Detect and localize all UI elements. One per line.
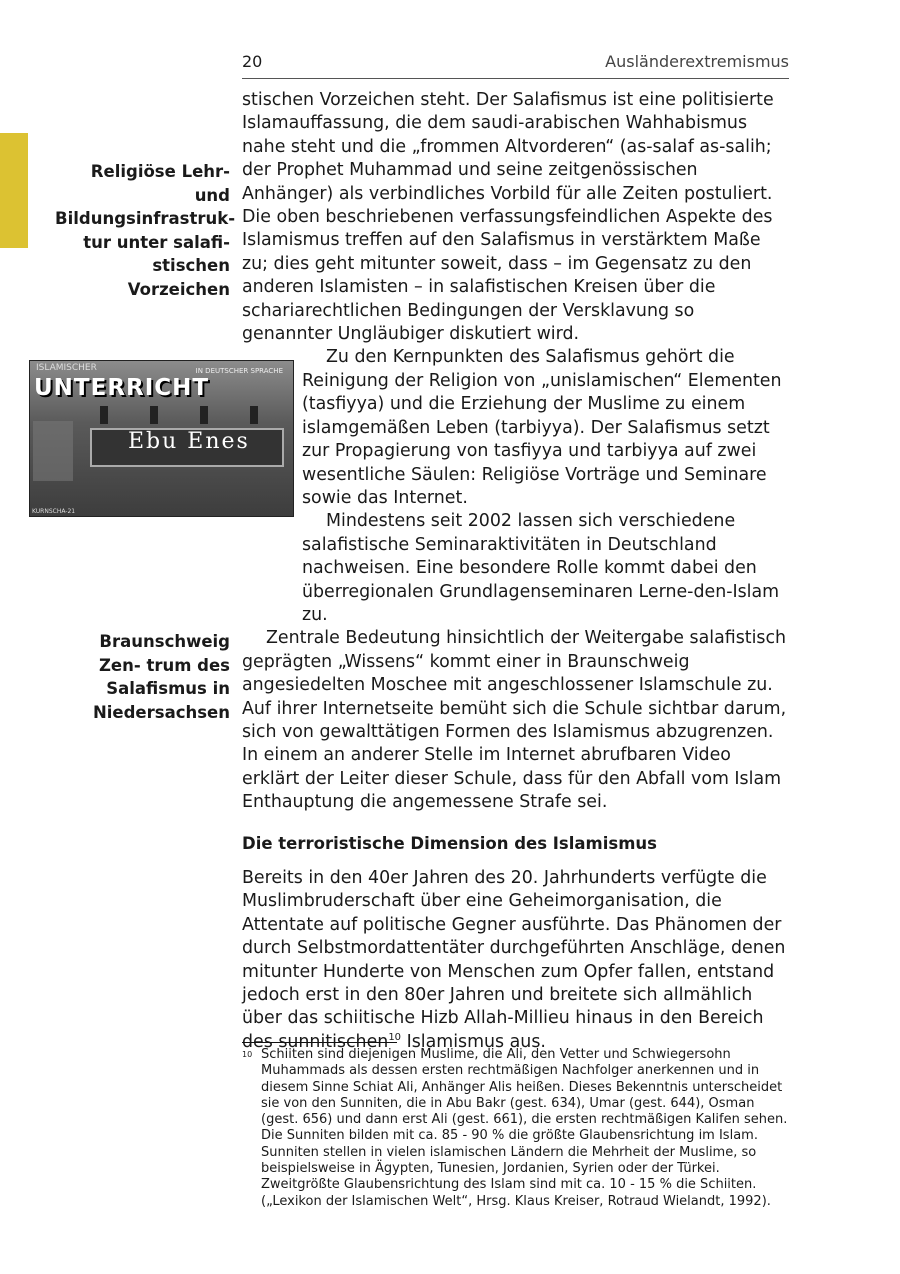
image-bottom-caption: KURNSCHA-21 — [32, 508, 76, 515]
main-text-column — [242, 89, 789, 1054]
image-figure — [33, 421, 73, 481]
paragraph-4: Zentrale Bedeutung hinsichtlich der Weitergabe salafistisch geprägten „Wissens“ kommt einer in Braunschweig angesiedelten Moschee mit angeschlossener Islamschule zu. Auf ihrer Internetseite bemüht sich die Schule sichtbar darum, sich von gewalttätigen Formen des Islamismus abzugrenzen. In einem an anderer Stelle im Internet abrufbaren Video erklärt der Leiter dieser Schule, dass für den Abfall vom Islam Enthauptung die angemessene Strafe sei. — [242, 628, 787, 813]
paragraph-3: Mindestens seit 2002 lassen sich verschiedene salafistische Seminaraktivitäten in Deutschland nachweisen. Eine besondere Rolle kommt dabei den überregionalen Grundlagenseminaren Lerne-den-Islam zu. — [302, 511, 780, 625]
section-heading: Die terroristische Dimension des Islamismus — [242, 833, 657, 853]
image-headline: UNTERRICHT — [34, 375, 210, 401]
image-top-right-caption: IN DEUTSCHER SPRACHE — [195, 367, 283, 375]
lamp-shape — [150, 406, 158, 424]
paragraph-5-end: Islamismus aus. — [401, 1031, 546, 1052]
footnote-reference[interactable]: 10 — [388, 1032, 402, 1044]
footnote-number: 10 — [242, 1050, 253, 1059]
image-top-caption: ISLAMISCHER — [36, 363, 97, 373]
lamp-shape — [200, 406, 208, 424]
paragraph-2: Zu den Kernpunkten des Salafismus gehört die Reinigung der Religion von „unislamischen“ Elementen (tasfiyya) und die Erziehung der Muslime zu einem islamgemäßen Leben (tarbiyya). Der Salafismus setzt zur Propagierung von tasfiyya und tarbiyya auf zwei wesentliche Säulen: Religiöse Vorträge und Seminare sowie das Internet. — [302, 347, 782, 508]
footnote-text: Schiiten sind diejenigen Muslime, die Ali, den Vetter und Schwiegersohn Muhammads als dessen ersten rechtmäßigen Nachfolger anerkennen und in diesem Sinne Schiat Ali, Anhänger Alis heißen. Dieses Bekenntnis unterscheidet sie von den Sunniten, die in Abu Bakr (gest. 634), Umar (gest. 644), Osman (gest. 656) und dann erst Ali (gest. 661), die ersten rechtmäßigen Kalifen sehen. Die Sunniten bilden mit ca. 85 - 90 % die größte Glaubensrichtung im Islam. Sunniten stellen in vielen islamischen Ländern die Mehrheit der Muslime, so beispielsweise in Ägypten, Tunesien, Jordanien, Syrien oder der Türkei. Zweitgrößte Glaubensrichtung des Islam sind mit ca. 10 - 15 % die Schiiten. („Lexikon der Islamischen Welt“, Hrsg. Klaus Kreiser, Rotraud Wielandt, 1992). — [261, 1047, 788, 1209]
paragraph-5 — [242, 867, 789, 1054]
paragraph-5-text: Bereits in den 40er Jahren des 20. Jahrhunderts verfügte die Muslimbruderschaft über eine Geheimorganisation, die Attentate auf politische Gegner ausführte. Das Phänomen der durch Selbstmordattentäter durchgeführten Anschläge, denen mitunter Hunderte von Menschen zum Opfer fallen, entstand jedoch erst in den 80er Jahren und breitete sich allmählich über das schiitische Hizb Allah-Millieu hinaus in den Bereich des sunnitischen — [242, 868, 786, 1052]
page-header — [242, 52, 789, 79]
running-title: Ausländerextremismus — [605, 52, 789, 71]
paragraph-1: stischen Vorzeichen steht. Der Salafismus ist eine politisierte Islamauffassung, die dem saudi-arabischen Wahhabismus nahe steht und die „frommen Altvorderen“ (as-salaf as-salih; der Prophet Muhammad und seine zeitgenössischen Anhänger) als verbindliches Vorbild für alle Zeiten postuliert. Die oben beschriebenen verfassungsfeindlichen Aspekte des Islamismus treffen auf den Salafismus in verstärktem Maße zu; dies geht mitunter soweit, dass – im Gegensatz zu den anderen Islamisten – in salafistischen Kreisen über die schariarechtlichen Bedingungen der Versklavung so genannter Ungläubiger diskutiert wird. — [242, 90, 774, 345]
image-sign-text: Ebu Enes — [128, 429, 250, 454]
footnote-divider — [242, 1042, 397, 1043]
side-note-infrastructure: Religiöse Lehr- und Bildungsinfrastruk- tur unter salafi- stischen Vorzeichen — [55, 162, 236, 299]
chapter-color-tab — [0, 133, 28, 248]
footnote — [242, 1047, 789, 1210]
lamp-shape — [100, 406, 108, 424]
side-note-braunschweig: Braunschweig Zen- trum des Salafismus in Niedersachsen — [92, 632, 230, 722]
page-number: 20 — [242, 52, 263, 71]
